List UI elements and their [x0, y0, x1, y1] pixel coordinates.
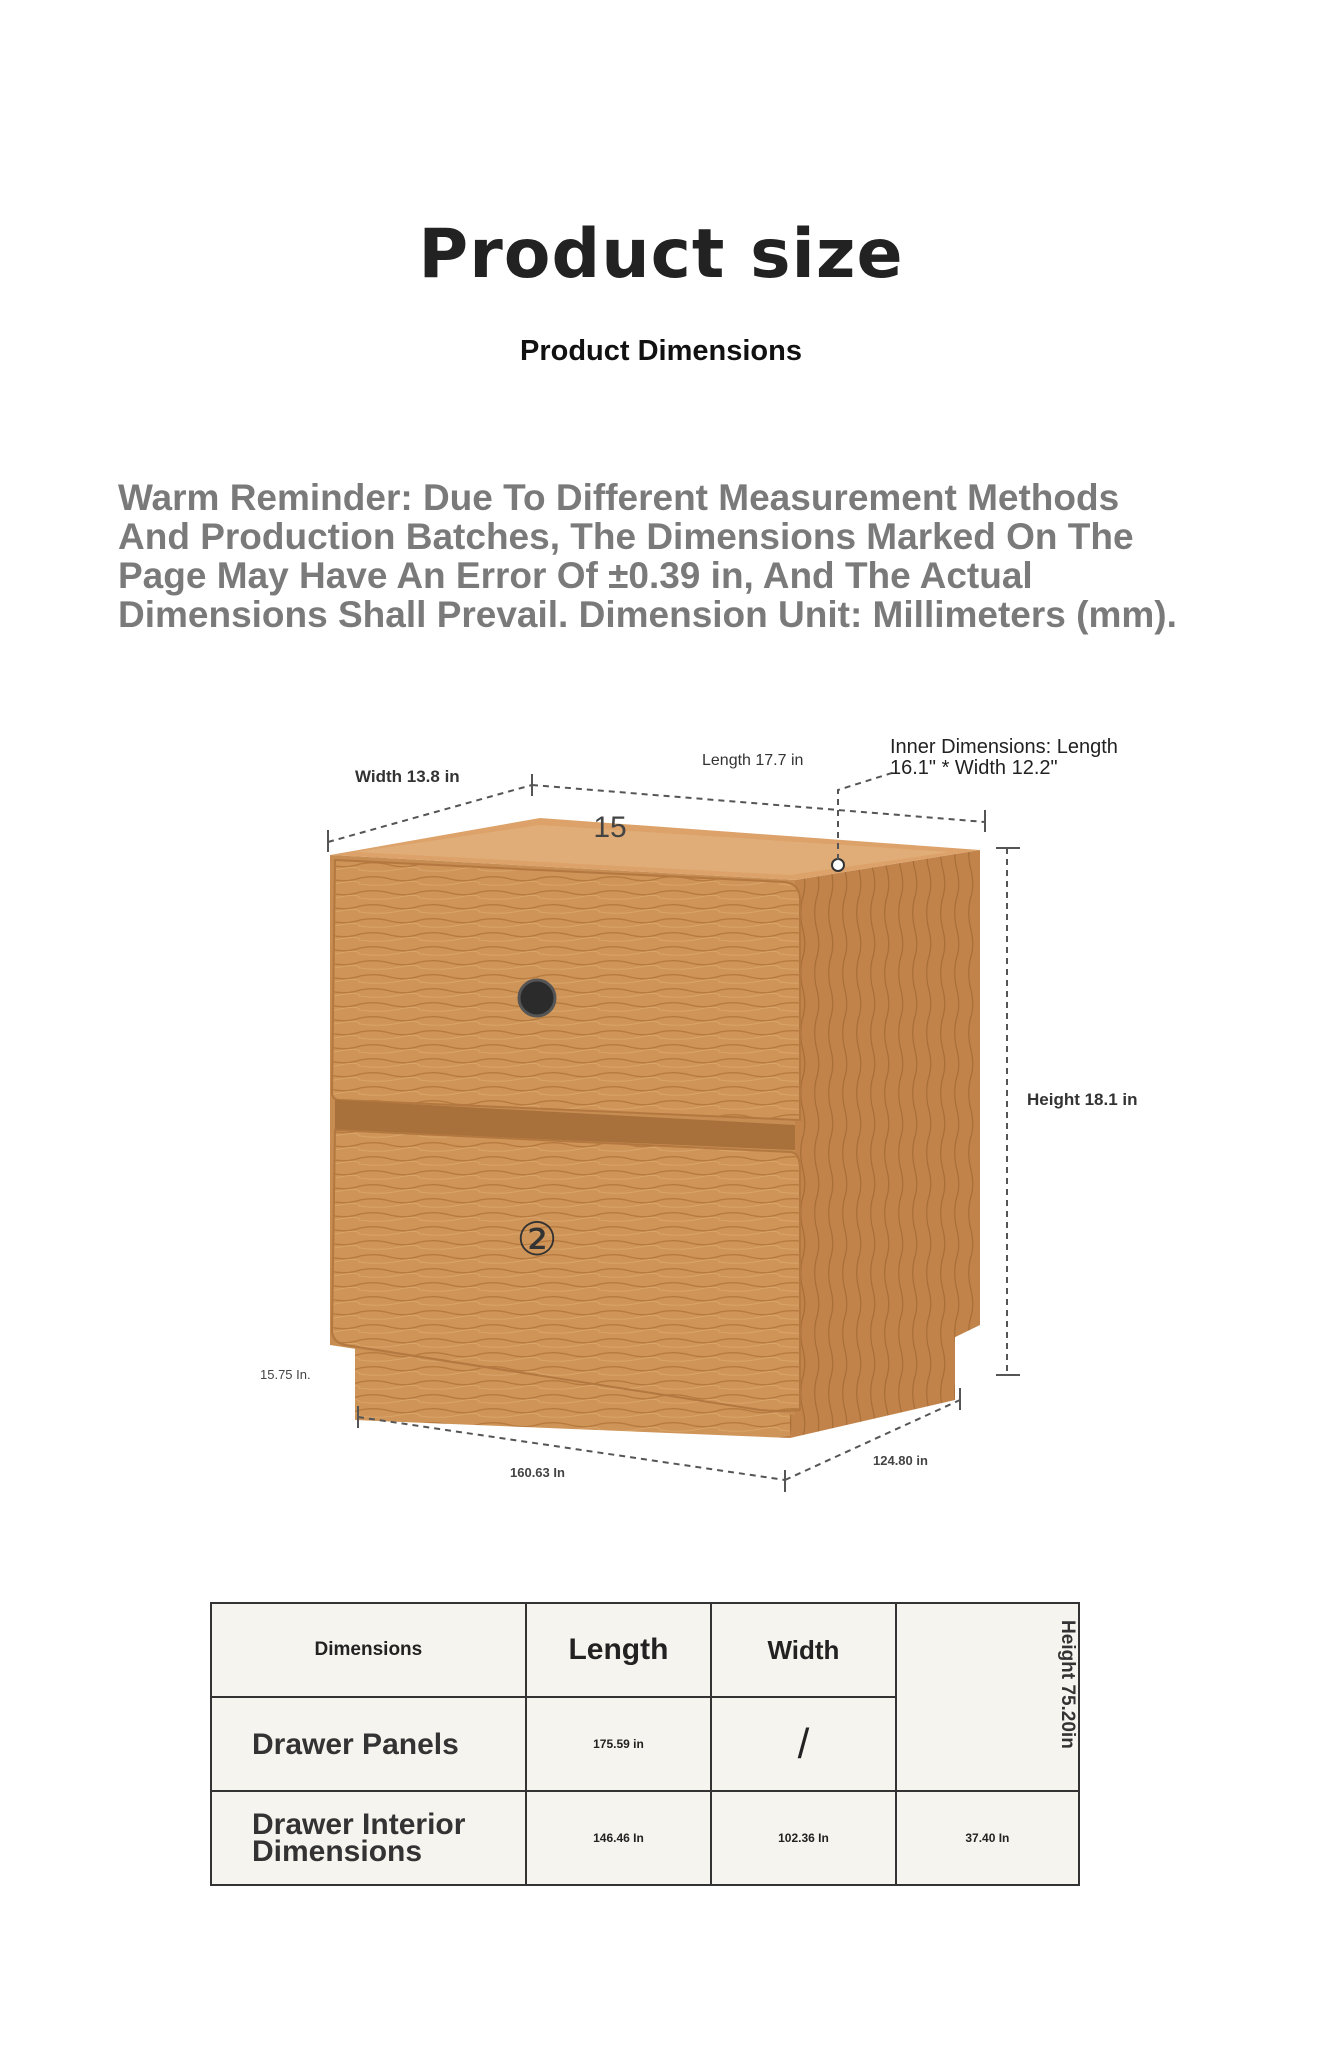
- cell-drawer-panels-length: 175.59 in: [526, 1697, 711, 1791]
- drawer-one: [332, 860, 800, 1120]
- height-label: Height 18.1 in: [1027, 1090, 1138, 1109]
- inner-point-marker: [832, 859, 844, 871]
- row-label-drawer-panels: Drawer Panels: [211, 1697, 526, 1791]
- inner-dimensions-label: [890, 737, 1118, 779]
- drawer-two-marker: ②: [516, 1212, 558, 1266]
- header-dimensions: Dimensions: [211, 1603, 526, 1697]
- length-label: Length 17.7 in: [702, 752, 804, 769]
- cell-interior-width: 102.36 In: [711, 1791, 896, 1885]
- warm-reminder-text: Warm Reminder: Due To Different Measurement Methods And Production Batches, The Dimensions Marked On The Page May Have An Error Of ±0.39 in, And The Actual Dimensions Shall Prevail. Dimension Unit: Millimeters (mm).: [118, 477, 1177, 635]
- top-marker: 15: [593, 811, 627, 844]
- drawer-knob-icon: [519, 980, 555, 1016]
- row-label-drawer-interior: Drawer Interior Dimensions: [211, 1791, 526, 1885]
- bottom-length-label: 160.63 In: [510, 1465, 565, 1480]
- cell-interior-height: 37.40 In: [896, 1791, 1079, 1885]
- header-height: [896, 1603, 1079, 1791]
- bottom-width-label: 124.80 in: [873, 1453, 928, 1468]
- width-label: Width 13.8 in: [355, 767, 460, 786]
- cell-interior-length: 146.46 In: [526, 1791, 711, 1885]
- dimensions-table: [210, 1602, 1080, 1886]
- inner-dimensions-line1: Inner Dimensions: Length: [890, 736, 1118, 758]
- cell-drawer-panels-width: /: [711, 1697, 896, 1791]
- header-width: Width: [711, 1603, 896, 1697]
- nightstand-diagram: [0, 720, 1322, 1520]
- inner-dimensions-line2: 16.1" * Width 12.2": [890, 757, 1058, 779]
- table-header-row: [211, 1603, 1079, 1697]
- header-length: Length: [526, 1603, 711, 1697]
- table-row: [211, 1791, 1079, 1885]
- header-height-label: Height 75.20in: [1057, 1620, 1078, 1749]
- side-panel: [795, 850, 980, 1415]
- page-title: Product size: [418, 215, 904, 294]
- page-subtitle: Product Dimensions: [520, 335, 802, 367]
- left-small-label: 15.75 In.: [260, 1367, 311, 1382]
